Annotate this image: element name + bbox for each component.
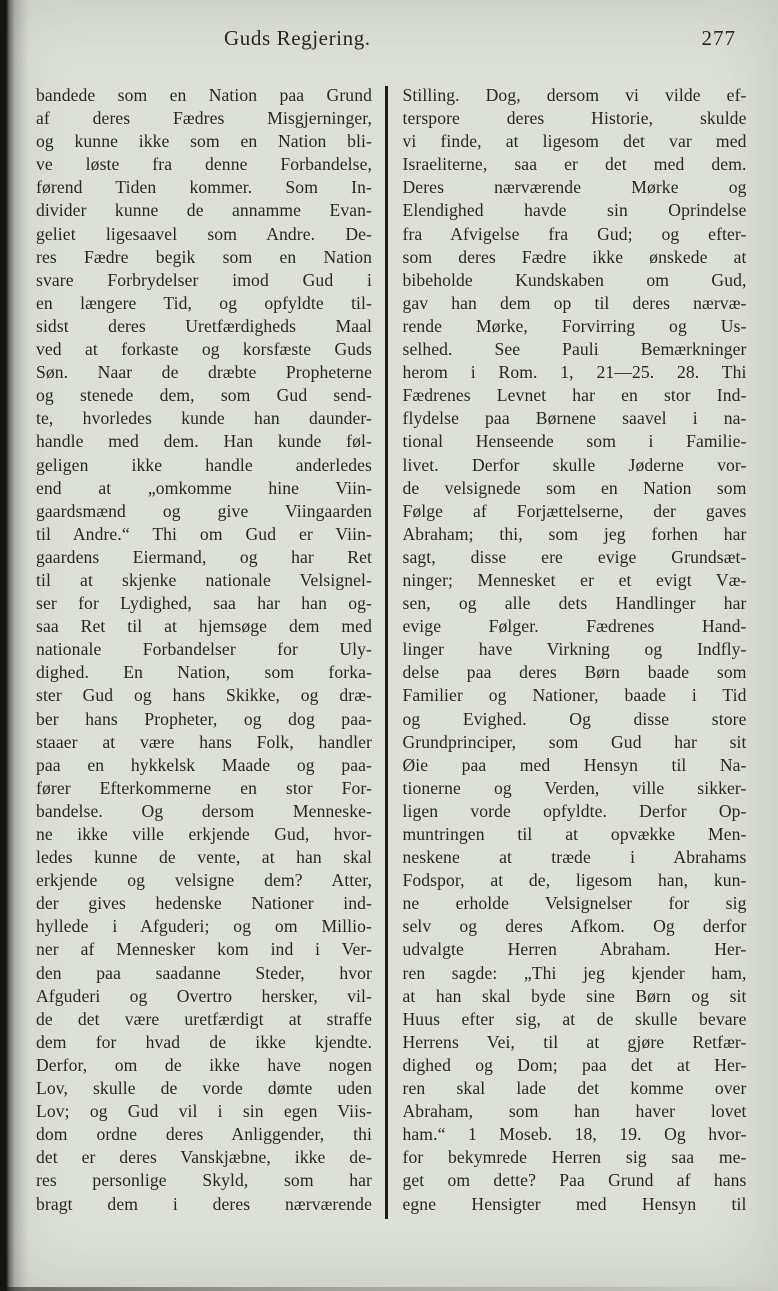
text-line: Israeliterne, saa er det med dem. bbox=[402, 154, 747, 175]
text-line: Øie paa med Hensyn til Na- bbox=[402, 754, 747, 775]
column-right bbox=[403, 84, 747, 1216]
text-line: Fædrenes Levnet har en stor Ind- bbox=[402, 385, 747, 406]
text-line: geliet ligesaavel som Andre. De- bbox=[36, 223, 372, 244]
text-line: den paa saadanne Steder, hvor bbox=[36, 962, 372, 983]
text-line: geligen ikke handle anderledes bbox=[36, 454, 372, 475]
text-line: Lov; og Gud vil i sin egen Viis- bbox=[36, 1101, 372, 1122]
page-gutter-shadow bbox=[0, 0, 28, 1291]
text-line: ser for Lydighed, saa har han og- bbox=[36, 593, 372, 614]
text-line: rende Mørke, Forvirring og Us- bbox=[402, 315, 747, 336]
text-line: Grundprinciper, som Gud har sit bbox=[402, 731, 747, 752]
text-line: bragt dem i deres nærværende bbox=[36, 1193, 372, 1214]
text-line: tional Henseende som i Familie- bbox=[402, 431, 747, 452]
text-line: dem for hvad de ikke kjendte. bbox=[36, 1031, 372, 1052]
text-line: Søn. Naar de dræbte Propheterne bbox=[36, 362, 372, 383]
text-line: førend Tiden kommer. Som In- bbox=[36, 177, 372, 198]
text-line: sidst deres Uretfærdigheds Maal bbox=[36, 315, 372, 336]
text-line: der gives hedenske Nationer ind- bbox=[36, 893, 372, 914]
text-line: ved at forkaste og korsfæste Guds bbox=[36, 339, 372, 360]
text-line: herom i Rom. 1, 21—25. 28. Thi bbox=[402, 362, 747, 383]
text-line: hyllede i Afguderi; og om Millio- bbox=[36, 916, 372, 937]
text-line: res personlige Skyld, som har bbox=[36, 1170, 372, 1191]
text-line: ligen vorde opfyldte. Derfor Op- bbox=[402, 800, 747, 821]
column-left bbox=[36, 84, 372, 1216]
text-line: dighed og Dom; paa det at Her- bbox=[402, 1054, 747, 1075]
running-header bbox=[0, 26, 778, 60]
text-line: selhed. See Pauli Bemærkninger bbox=[402, 339, 747, 360]
text-line: Familier og Nationer, baade i Tid bbox=[402, 685, 747, 706]
text-line: af deres Fædres Misgjerninger, bbox=[36, 108, 372, 129]
text-line: fører Efterkommerne en stor For- bbox=[36, 777, 372, 798]
text-line: linger have Virkning og Indfly- bbox=[402, 639, 747, 660]
text-line: handle med dem. Han kunde føl- bbox=[36, 431, 372, 452]
text-line: terspore deres Historie, skulde bbox=[402, 108, 747, 129]
text-line: dighed. En Nation, som forka- bbox=[36, 662, 372, 683]
text-line: nationale Forbandelser for Uly- bbox=[36, 639, 372, 660]
text-line: Følge af Forjættelserne, der gaves bbox=[402, 500, 747, 521]
text-line: de velsignede som en Nation som bbox=[402, 477, 747, 498]
text-line: dom ordne deres Anliggender, thi bbox=[36, 1124, 372, 1145]
text-line: en længere Tid, og opfyldte til- bbox=[36, 292, 372, 313]
text-line: flydelse paa Børnene saavel i na- bbox=[402, 408, 747, 429]
text-line: muntringen til at opvække Men- bbox=[402, 824, 747, 844]
text-line: som deres Fædre ikke ønskede at bbox=[402, 246, 747, 267]
running-title: Guds Regjering. bbox=[224, 26, 371, 50]
text-line: Stilling. Dog, dersom vi vilde ef- bbox=[402, 85, 747, 105]
column-divider-rule bbox=[385, 86, 388, 1219]
text-line: Afguderi og Overtro hersker, vil- bbox=[36, 985, 372, 1006]
text-line: get om dette? Paa Grund af hans bbox=[402, 1170, 747, 1191]
text-line: res Fædre begik som en Nation bbox=[36, 246, 372, 267]
text-line: ner af Mennesker kom ind i Ver- bbox=[36, 939, 372, 960]
text-line: ster Gud og hans Skikke, og dræ- bbox=[36, 685, 372, 706]
page-bottom-edge bbox=[0, 1287, 778, 1291]
text-line: ber hans Propheter, og dog paa- bbox=[36, 708, 372, 729]
text-line: Lov, skulle de vorde dømte uden bbox=[36, 1078, 372, 1099]
text-line: Abraham; thi, som jeg forhen har bbox=[402, 523, 747, 544]
text-line: divider kunne de annamme Evan- bbox=[36, 200, 372, 221]
text-line: Deres nærværende Mørke og bbox=[402, 177, 747, 198]
text-line: til at skjenke nationale Velsignel- bbox=[36, 569, 372, 590]
text-line: bandede som en Nation paa Grund bbox=[36, 85, 372, 105]
text-line: vi finde, at ligesom det var med bbox=[402, 131, 747, 152]
text-line: bandelse. Og dersom Menneske- bbox=[36, 800, 372, 821]
text-line: paa en hykkelsk Maade og paa- bbox=[36, 754, 372, 775]
text-line: tionerne og Verden, ville sikker- bbox=[402, 777, 747, 798]
text-line: erkjende og velsigne dem? Atter, bbox=[36, 870, 372, 891]
text-line: staaer at være hans Folk, handler bbox=[36, 731, 372, 752]
text-line: at han skal byde sine Børn og sit bbox=[402, 985, 747, 1006]
text-line: til Andre.“ Thi om Gud er Viin- bbox=[36, 523, 372, 544]
text-line: ren skal lade det komme over bbox=[402, 1078, 747, 1099]
text-line: saa Ret til at hjemsøge dem med bbox=[36, 616, 372, 637]
text-line: ne erholde Velsignelser for sig bbox=[402, 893, 747, 914]
text-line: gaardsmænd og give Viingaarden bbox=[36, 500, 372, 521]
text-line: Derfor, om de ikke have nogen bbox=[36, 1054, 372, 1075]
text-line: bibeholde Kundskaben om Gud, bbox=[402, 269, 747, 290]
text-line: det er deres Vanskjæbne, ikke de- bbox=[36, 1147, 372, 1168]
text-line: ne ikke ville erkjende Gud, hvor- bbox=[36, 824, 372, 844]
text-line: sagt, disse ere evige Grundsæt- bbox=[402, 546, 747, 567]
text-line: ren sagde: „Thi jeg kjender ham, bbox=[402, 962, 747, 983]
text-line: og Evighed. Og disse store bbox=[402, 708, 747, 729]
text-line: Elendighed havde sin Oprindelse bbox=[402, 200, 747, 221]
text-line: svare Forbrydelser imod Gud i bbox=[36, 269, 372, 290]
text-line: for bekymrede Herren sig saa me- bbox=[402, 1147, 747, 1168]
text-line: ninger; Mennesket er et evigt Væ- bbox=[402, 569, 747, 590]
text-line: gav han dem op til deres nærvæ- bbox=[402, 292, 747, 313]
text-line: sen, og alle dets Handlinger har bbox=[402, 593, 747, 614]
text-line: egne Hensigter med Hensyn til bbox=[402, 1193, 747, 1214]
text-line: de det være uretfærdigt at straffe bbox=[36, 1008, 372, 1029]
text-line: evige Følger. Fædrenes Hand- bbox=[402, 616, 747, 637]
text-line: Abraham, som han haver lovet bbox=[402, 1101, 747, 1122]
text-line: ve løste fra denne Forbandelse, bbox=[36, 154, 372, 175]
text-line: og kunne ikke som en Nation bli- bbox=[36, 131, 372, 152]
text-columns bbox=[36, 84, 750, 1219]
text-line: Fodspor, at de, ligesom han, kun- bbox=[402, 870, 747, 891]
text-line: selv og deres Afkom. Og derfor bbox=[402, 916, 747, 937]
text-line: fra Afvigelse fra Gud; og efter- bbox=[402, 223, 747, 244]
text-line: end at „omkomme hine Viin- bbox=[36, 477, 372, 498]
text-line: ham.“ 1 Moseb. 18, 19. Og hvor- bbox=[402, 1124, 747, 1145]
text-line: livet. Derfor skulle Jøderne vor- bbox=[402, 454, 747, 475]
text-line: te, hvorledes kunde han daunder- bbox=[36, 408, 372, 429]
text-line: udvalgte Herren Abraham. Her- bbox=[402, 939, 747, 960]
text-line: og stenede dem, som Gud send- bbox=[36, 385, 372, 406]
text-line: ledes kunne de vente, at han skal bbox=[36, 847, 372, 868]
text-line: Herrens Vei, til at gjøre Retfær- bbox=[402, 1031, 747, 1052]
text-line: delse paa deres Børn baade som bbox=[402, 662, 747, 683]
text-line: gaardens Eiermand, og har Ret bbox=[36, 546, 372, 567]
text-line: neskene at træde i Abrahams bbox=[402, 847, 747, 868]
text-line: Huus efter sig, at de skulle bevare bbox=[402, 1008, 747, 1029]
page-number: 277 bbox=[701, 26, 736, 50]
